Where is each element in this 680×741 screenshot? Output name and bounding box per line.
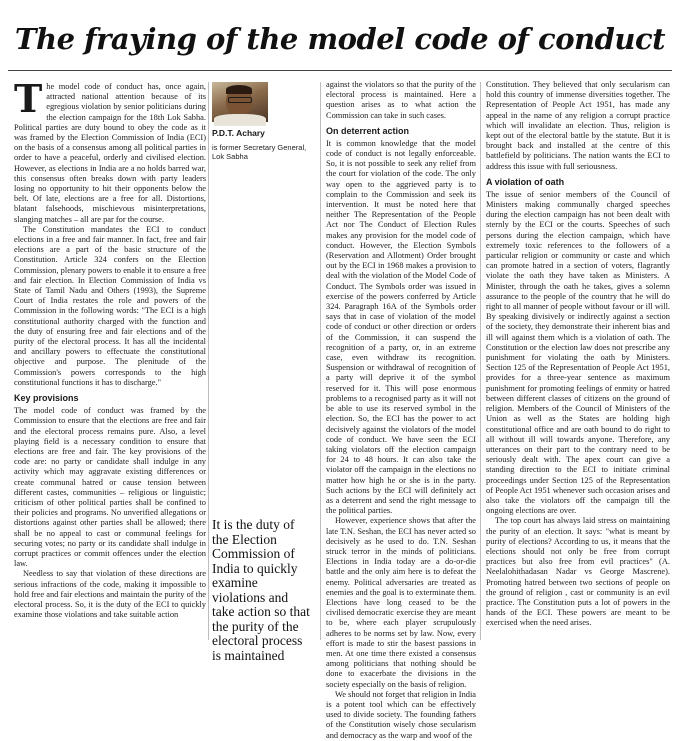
paragraph: against the violators so that the purity of the electoral process is maintained. Here a question arises as to what action the Commission can take in such cases. <box>326 80 476 120</box>
paragraph: However, experience shows that after the late T.N. Seshan, the ECI has never acted so decisively as he used to do. T.N. Seshan struck terror in the minds of politicians. Elections in India today are a do-or-die battle and the only aim here is to defeat the enemy. Political adversaries are treated as enemies and the goal is to exterminate them. Elections have long ceased to be the civilised democratic exercise they are meant to be, where each player scrupulously adheres to be norms set by law. Now, every effort is made to stir the basest passions in men. At one time there existed a consensus among politicians that nothing should be done to exacerbate the divisions in the society especially on the basis of religion. <box>326 516 476 689</box>
intro-paragraph <box>14 76 206 225</box>
column-divider <box>480 82 481 640</box>
column-divider <box>208 82 209 640</box>
subheading-violation-of-oath: A violation of oath <box>486 176 565 187</box>
paragraph: The top court has always laid stress on maintaining the purity of an election. It says: "what is meant by purity of elections? According to us, it means that the elections should not only be free from corrupt practices but also free from evil practices" (A. Neelalohithadasan Nadar vs George Mascrene). Promoting hatred between two sections of people on the ground of religion , cast or community is an evil practice. The Constitution puts a lot of powers in the hands of the ECI. These powers are meant to be exercised when the need arises. <box>486 516 670 628</box>
headline-rule <box>8 70 672 71</box>
paragraph: Constitution. They believed that only secularism can hold this country of immense diversities together. The Representation of People Act 1951, has made any appeal in the name of any religion a corrupt practice which will invalidate an election. Thus, religion is kept out of the electoral battle by the statute. But it is brought back and installed at the centre of this battlefield by politicians. The nation wants the ECI to address this issue with full seriousness. <box>486 80 670 171</box>
paragraph: Needless to say that violation of these directions are serious infractions of the code, making it impossible to hold free and fair elections and maintain the purity of the electoral process. So, it is the duty of the ECI to quickly examine those violations and take suitable action <box>14 569 206 620</box>
headline: The fraying of the model code of conduct <box>14 22 666 56</box>
article-column-2 <box>326 80 476 740</box>
article-column-1 <box>14 76 206 642</box>
paragraph: The issue of senior members of the Council of Ministers making communally charged speeches during the election campaign has not been dealt with sternly by the ECI or the courts. Speeches of such persons during the election campaign, which have extremely toxic references to the followers of a particular religion or community or caste and which can promote hatred in a section of voters, flagrantly violate the oath they have taken as Ministers. A Minister, through the oath he takes, gives a solemn assurance to the people of the country that he will do right to all manner of people without favour or ill will. By speaking divisively or indirectly against a section of the society, they demonstrate their inherent bias and ill will against them which is a violation of oath. The Constitution or the election law does not prescribe any punishment for violating the oath by Ministers. Section 125 of the Representation of People Act 1951, provides for a three-year sentence as maximum punishment for promoting feelings of enmity or hatred between different classes of citizens on the ground of religion. Members of the Council of Ministers of the Union as well as the States are holding high constitutional office and are oath bound to do right to all without ill will towards anyone. Therefore, any utterances on their part to the contrary need to be seriously dealt with. The apex court can give a standing direction to the ECI to initiate criminal proceedings under Section 125 of the Representation of People Act 1951 whenever such occasion arises and also take the violators off the campaign till the ongoing elections are over. <box>486 189 670 516</box>
author-name: P.D.T. Achary <box>212 128 265 138</box>
paragraph: It is common knowledge that the model code of conduct is not legally enforceable. So, it is not possible to seek any relief from the court for violation of the code. The only way open to the aggrieved party is to complain to the Commission and seek its intervention. It must be noted here that neither The Representation of the People Act nor The Conduct of Election Rules makes any provision for the model code of conduct. However, the Election Symbols (Reservation and Allotment) Order brought out by the ECI in 1968 makes a provision to deal with the violation of the Model Code of Conduct. The Symbols order was issued in exercise of the powers conferred by Article 324. Paragraph 16A of the Symbols order says that in case of violation of the model code of conduct or other direction or orders of the Commission, it can suspend the recognition of a party, or, in an extreme case, even withdraw its recognition. Suspension or withdrawal of recognition of a party will deprive it of the symbol reserved for it. This will pose enormous problems to a recognised party as it will not be able to use its reserved symbol in the election. So, the ECI has the power to act decisively against the violators of the model code of conduct. We have seen the ECI taking violators off the election campaign for 24 to 48 hours. It can also take the violator off the campaign in the elections no matter how high he or she is in the party. Such actions by the ECI will definitely act as a deterrent and send the right message to the political parties. <box>326 138 476 516</box>
column-divider <box>320 82 321 640</box>
intro-text: he model code of conduct has, once again, attracted national attention because of its egregious violation by senior politicians during the election campaign for the 18th Lok Sabha. Political parties are duty bound to obey the code as it was framed by the Election Commission of India (ECI) on the basis of a consensus among all political parties in order to have a peaceful, orderly and civilised election. However, as elections in India are a no holds barred war, this consensus often breaks down with party leaders losing no opportunity to hit their opponents below the belt. Of late, elections are a free for all. Distortions, blatant falsehoods, mischievous misinterpretations, slanging matches – all are par for the course. <box>14 82 206 224</box>
drop-cap: T <box>14 76 43 121</box>
paragraph: The Constitution mandates the ECI to conduct elections in a free and fair manner. In fact, free and fair elections are a part of the basic structure of the Constitution. Article 324 confers on the Election Commission, plenary powers to enable it to ensure a free and fair election. In Election Commission of India vs State of Tamil Nadu and Others (1993), the Supreme Court of India restates the role and powers of the Commission in the following words: "The ECI is a high constitutional authority charged with the function and the duty of ensuring free and fair elections and of the purity of the electoral process. It has all the incidental and ancillary powers to effectuate the constitutional objective and purpose. The plenitude of the Commission's powers corresponds to the high constitutional functions it has to discharge." <box>14 224 206 387</box>
author-photo <box>212 82 268 122</box>
pull-quote: It is the duty of the Election Commission of India to quickly examine violations and take action so that the purity of the electoral process is maintained <box>212 517 310 663</box>
article-column-3 <box>486 80 670 640</box>
paragraph: We should not forget that religion in India is a potent tool which can be effectively used to divide society. The founding fathers of the Constitution wisely chose secularism and democracy as the warp and woof of the <box>326 689 476 740</box>
paragraph: The model code of conduct was framed by the Commission to ensure that the elections are free and fair and the electoral process remains pure. Also, a level playing field is a necessary condition to ensure that elections are free and fair. The key provisions of the code are: no party or candidate shall indulge in any activity which may aggravate existing differences or create communal hatred or cause tension between different castes, communities – religious or linguistic; criticism of other political parties shall be confined to their policies and programs. No unverified allegations or distortions against other parties shall be allowed; there shall be no appeal to cast or communal feelings for securing votes; no party or its candidate shall indulge in corrupt practices or commit offences under the election law. <box>14 406 206 569</box>
author-role: is former Secretary General, Lok Sabha <box>212 143 307 161</box>
subheading-deterrent-action: On deterrent action <box>326 125 410 136</box>
subheading-key-provisions: Key provisions <box>14 393 79 404</box>
